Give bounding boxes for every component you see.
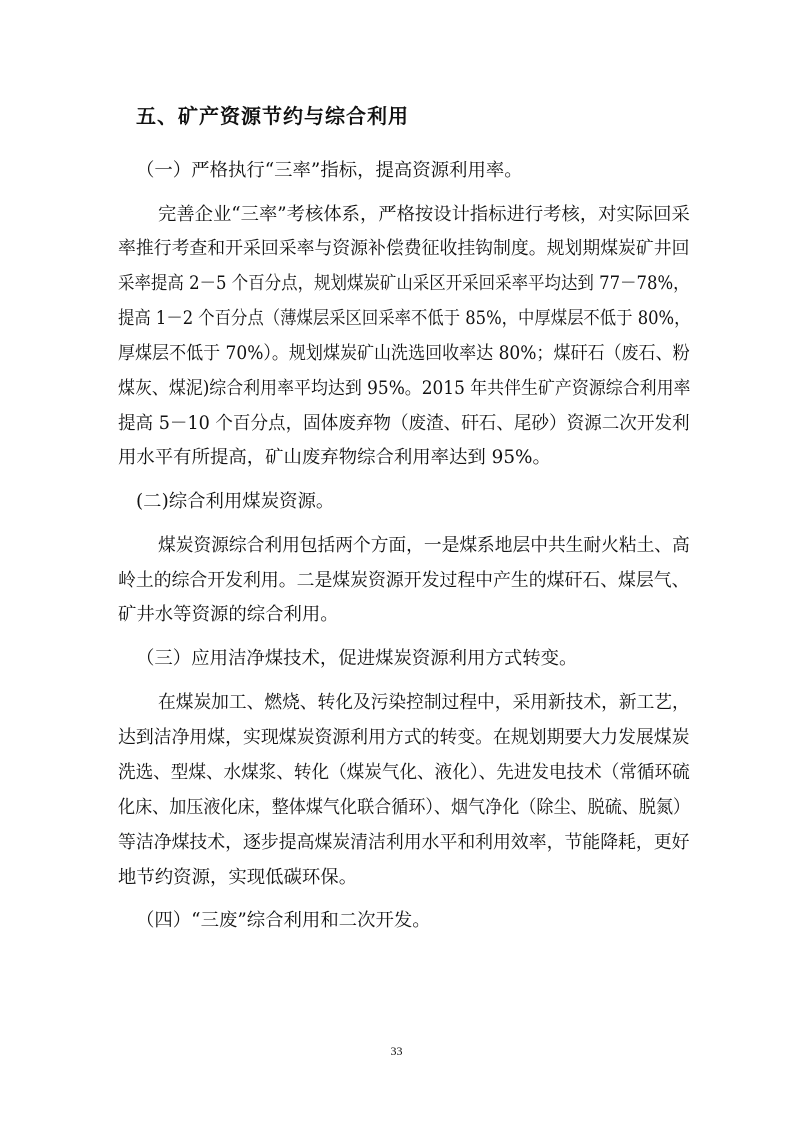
paragraph-line: 岭土的综合开发利用。二是煤炭资源开发过程中产生的煤矸石、煤层气、 — [118, 570, 690, 591]
paragraph-line: 提高 1－2 个百分点（薄煤层采区回采率不低于 85%，中厚煤层不低于 80%， — [118, 308, 691, 329]
paragraph-line: 率推行考查和开采回采率与资源补偿费征收挂钩制度。规划期煤炭矿井回 — [118, 238, 690, 259]
paragraph-line: 厚煤层不低于 70%）。规划煤炭矿山洗选回收率达 80%；煤矸石（废石、粉 — [118, 343, 690, 364]
paragraph-line: 采率提高 2－5 个百分点，规划煤炭矿山采区开采回采率平均达到 77－78%， — [118, 273, 690, 294]
paragraph-line: 在煤炭加工、燃烧、转化及污染控制过程中，采用新技术，新工艺， — [158, 692, 690, 713]
page-number: 33 — [390, 1044, 403, 1058]
paragraph-line: 完善企业“三率”考核体系，严格按设计指标进行考核，对实际回采 — [158, 204, 690, 225]
subheading-1: （一）严格执行“三率”指标，提高资源利用率。 — [136, 160, 523, 181]
paragraph-line: 矿井水等资源的综合利用。 — [118, 604, 339, 625]
paragraph-line: 地节约资源，实现低碳环保。 — [118, 867, 358, 888]
paragraph-line: 化床、加压液化床，整体煤气化联合循环）、烟气净化（除尘、脱硫、脱氮） — [118, 797, 691, 818]
paragraph-line: 煤灰、煤泥)综合利用率平均达到 95%。2015 年共伴生矿产资源综合利用率 — [118, 378, 691, 399]
paragraph-line: 等洁净煤技术，逐步提高煤炭清洁利用水平和利用效率，节能降耗，更好 — [118, 832, 690, 853]
paragraph-line: 煤炭资源综合利用包括两个方面，一是煤系地层中共生耐火粘土、高 — [158, 535, 690, 556]
paragraph-line: 用水平有所提高，矿山废弃物综合利用率达到 95%。 — [118, 447, 551, 468]
subheading-4: （四）“三废”综合利用和二次开发。 — [136, 910, 431, 931]
paragraph-line: 提高 5－10 个百分点，固体废弃物（废渣、矸石、尾砂）资源二次开发利 — [118, 413, 690, 434]
subheading-3: （三）应用洁净煤技术，促进煤炭资源利用方式转变。 — [136, 648, 578, 669]
section-heading: 五、矿产资源节约与综合利用 — [136, 104, 409, 128]
subheading-2: (二)综合利用煤炭资源。 — [136, 491, 335, 512]
paragraph-line: 达到洁净用煤，实现煤炭资源利用方式的转变。在规划期要大力发展煤炭 — [118, 727, 690, 748]
paragraph-line: 洗选、型煤、水煤浆、转化（煤炭气化、液化）、先进发电技术（常循环硫 — [118, 762, 690, 783]
